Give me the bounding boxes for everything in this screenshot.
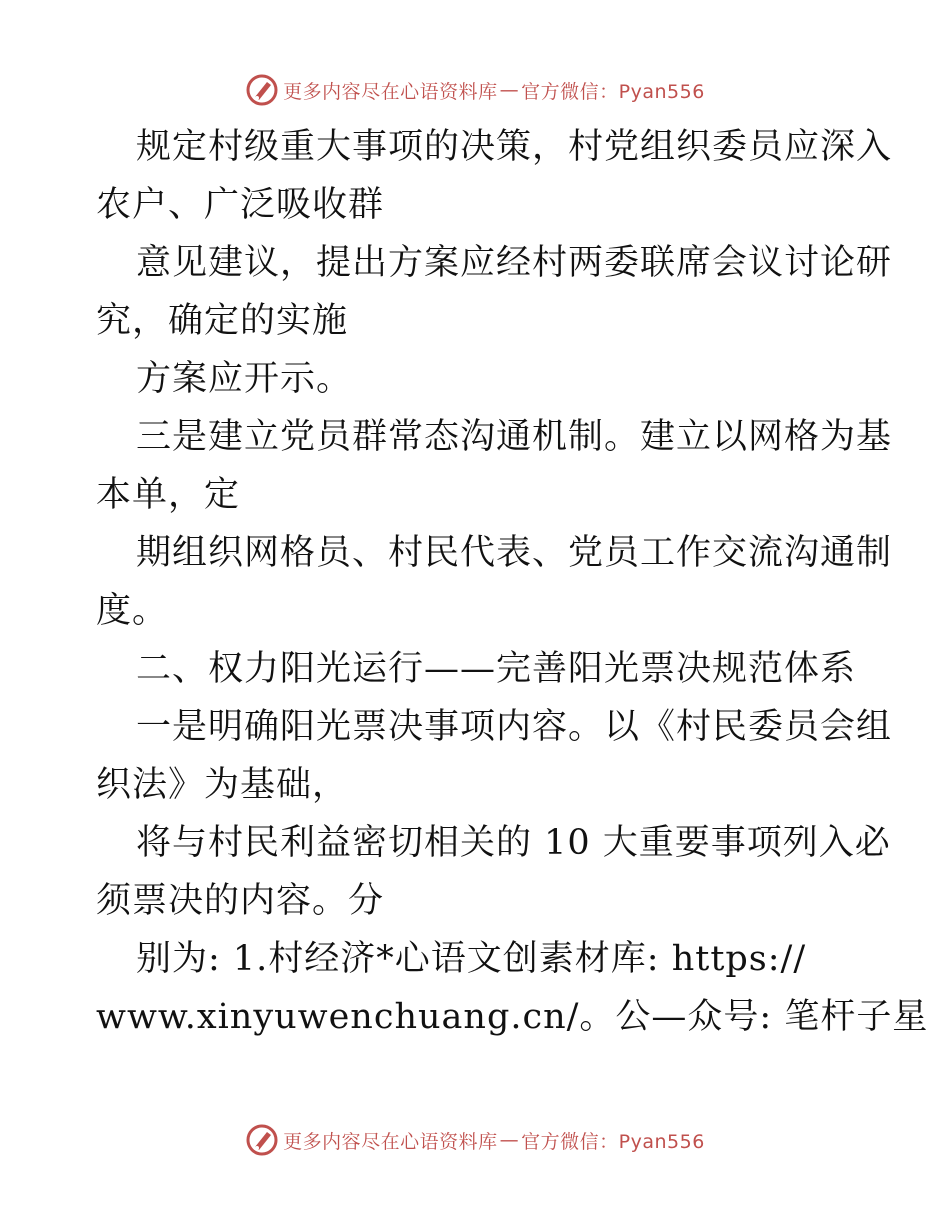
pen-circle-logo-icon bbox=[245, 1123, 279, 1157]
text-line: 方案应开示。 bbox=[136, 359, 353, 399]
banner-wechat: 官方微信：Pyan556 bbox=[521, 80, 705, 103]
header-banner bbox=[0, 70, 950, 110]
text-line: 将与村民利益密切相关的 10 大重要事项列入必 bbox=[136, 823, 891, 863]
text-line: 一是明确阳光票决事项内容。以《村民委员会组 bbox=[136, 707, 893, 747]
banner-separator: — bbox=[499, 79, 520, 101]
text-line: 别为: 1.村经济*心语文创素材库: https:// bbox=[136, 939, 807, 979]
text-line: 本单，定 bbox=[96, 475, 241, 515]
pen-circle-logo-icon bbox=[245, 73, 279, 107]
text-line: www.xinyuwenchuang.cn/。公—众号: 笔杆子星 bbox=[96, 997, 929, 1037]
text-line: 究，确定的实施 bbox=[96, 301, 349, 341]
text-line: 规定村级重大事项的决策，村党组织委员应深入 bbox=[136, 127, 893, 167]
text-line: 度。 bbox=[96, 591, 169, 631]
text-line: 织法》为基础， bbox=[96, 765, 349, 805]
banner-separator: — bbox=[499, 1129, 520, 1151]
text-line: 期组织网格员、村民代表、党员工作交流沟通制 bbox=[136, 533, 893, 573]
footer-banner bbox=[0, 1120, 950, 1160]
text-line: 意见建议，提出方案应经村两委联席会议讨论研 bbox=[136, 243, 893, 283]
banner-title: 更多内容尽在心语资料库 bbox=[283, 1130, 498, 1153]
section-heading: 二、权力阳光运行——完善阳光票决规范体系 bbox=[136, 649, 857, 689]
banner-title: 更多内容尽在心语资料库 bbox=[283, 80, 498, 103]
text-line: 农户、广泛吸收群 bbox=[96, 185, 385, 225]
text-line: 须票决的内容。分 bbox=[96, 881, 385, 921]
banner-wechat: 官方微信：Pyan556 bbox=[521, 1130, 705, 1153]
text-line: 三是建立党员群常态沟通机制。建立以网格为基 bbox=[136, 417, 893, 457]
document-body bbox=[96, 118, 929, 1046]
